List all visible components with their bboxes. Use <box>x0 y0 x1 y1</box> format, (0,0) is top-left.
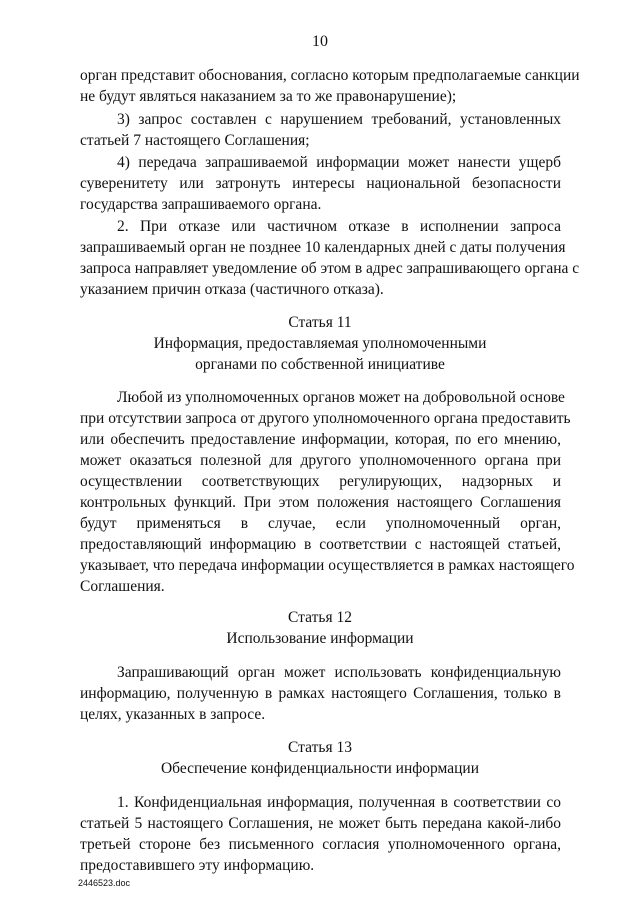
text-line: Запрашивающий орган может использовать конфиденциальную <box>117 664 561 681</box>
text-line: указанием причин отказа (частичного отказа). <box>80 281 384 298</box>
footer-filename: 2446523.doc <box>78 878 131 888</box>
text-line: будут применяться в случае, если уполномоченный орган, <box>80 515 561 532</box>
text-line: контрольных функций. При этом положения настоящего Соглашения <box>80 494 561 511</box>
text-line: не будут являться наказанием за то же правонарушение); <box>80 88 457 105</box>
article-11-title: Статья 11 <box>288 314 352 331</box>
article-11-heading: Информация, предоставляемая уполномоченными <box>153 335 487 352</box>
text-line: запрашиваемый орган не позднее 10 календарных дней с даты получения <box>80 239 566 256</box>
text-line: может оказаться полезной для другого уполномоченного органа при <box>80 452 561 469</box>
text-line: орган представит обоснования, согласно которым предполагаемые санкции <box>80 67 580 84</box>
text-line: целях, указанных в запросе. <box>80 706 266 723</box>
text-line: или обеспечить предоставление информации, которая, по его мнению, <box>80 431 561 448</box>
text-line: запроса направляет уведомление об этом в адрес запрашивающего органа с <box>80 260 580 277</box>
text-line: при отсутствии запроса от другого уполномоченного органа предоставить <box>80 410 571 427</box>
text-line: осуществлении соответствующих регулирующих, надзорных и <box>80 473 561 490</box>
text-line: указывает, что передача информации осуществляется в рамках настоящего <box>80 557 575 574</box>
text-line: предоставившего эту информацию. <box>80 857 315 874</box>
text-line: статьей 7 настоящего Соглашения; <box>80 132 310 149</box>
text-line: 1. Конфиденциальная информация, полученная в соответствии со <box>117 794 561 811</box>
text-line: предоставляющий информацию в соответствии с настоящей статьей, <box>80 536 561 553</box>
text-line: 4) передача запрашиваемой информации может нанести ущерб <box>117 154 561 171</box>
page-number: 10 <box>312 33 328 50</box>
article-12-title: Статья 12 <box>288 609 352 626</box>
text-line: государства запрашиваемого органа. <box>80 196 322 213</box>
text-line: третьей стороне без письменного согласия уполномоченного органа, <box>80 836 561 853</box>
text-line: 3) запрос составлен с нарушением требований, установленных <box>117 111 561 128</box>
text-line: статьей 5 настоящего Соглашения, не может быть передана какой-либо <box>80 815 561 832</box>
text-line: суверенитету или затронуть интересы национальной безопасности <box>80 175 561 192</box>
text-line: Любой из уполномоченных органов может на добровольной основе <box>117 389 565 406</box>
article-13-heading: Обеспечение конфиденциальности информации <box>160 760 480 777</box>
article-12-heading: Использование информации <box>226 630 414 647</box>
text-line: Соглашения. <box>80 578 165 595</box>
article-13-title: Статья 13 <box>288 739 352 756</box>
text-line: 2. При отказе или частичном отказе в исполнении запроса <box>117 218 561 235</box>
text-line: информацию, полученную в рамках настоящего Соглашения, только в <box>80 685 561 702</box>
article-11-heading: органами по собственной инициативе <box>195 356 445 373</box>
